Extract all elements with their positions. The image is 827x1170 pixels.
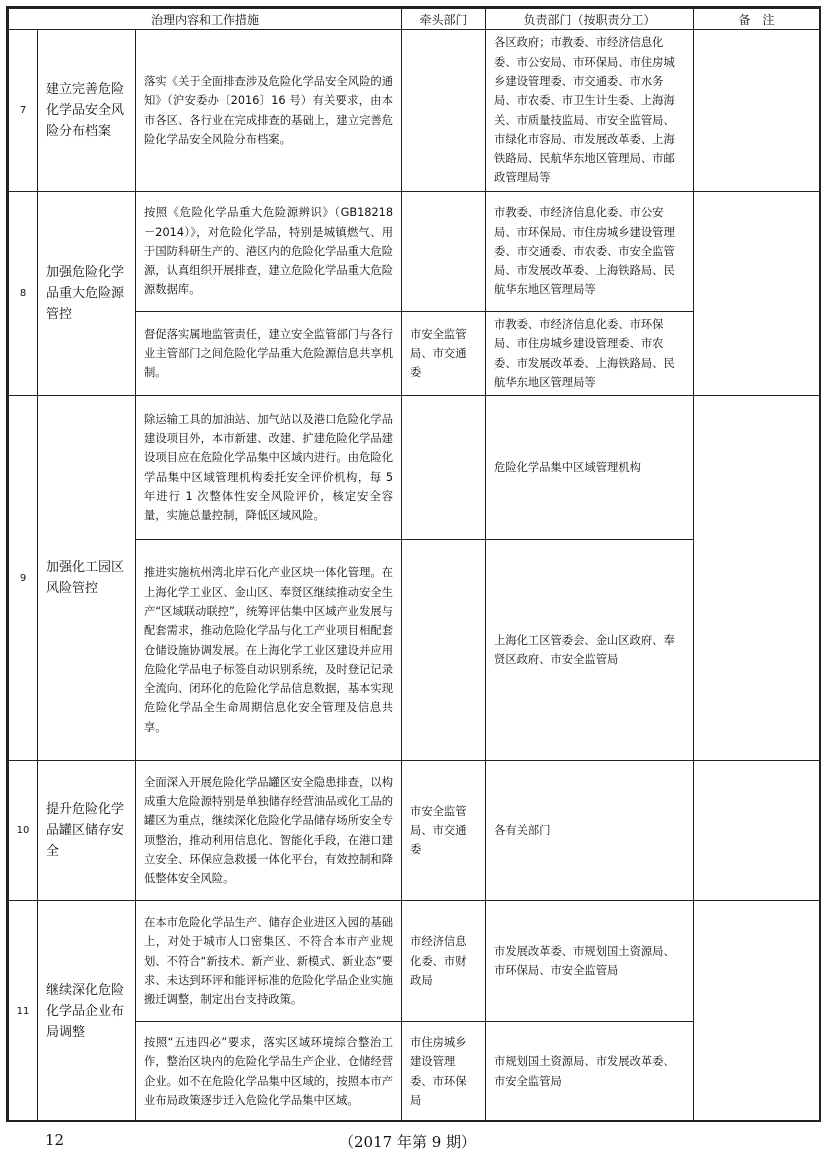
row-number: 8: [9, 192, 38, 396]
responsible-department-cell: 各区政府；市教委、市经济信息化委、市公安局、市环保局、市住房城乡建设管理委、市交通委、市水务局、市农委、市卫生计生委、上海海关、市质量技监局、市安全监管局、市绿化市容局、市发展改革委、上海铁路局、民航华东地区管理局、市邮政管理局等: [486, 30, 694, 192]
responsible-department-cell: 市发展改革委、市规划国土资源局、市环保局、市安全监管局: [486, 901, 694, 1022]
lead-department-cell: [402, 192, 486, 312]
header-responsible-department: 负责部门（按职责分工）: [486, 9, 694, 30]
note-cell: [694, 761, 820, 901]
issue-label: （2017 年第 9 期）: [339, 1133, 477, 1151]
page-number: 12: [45, 1131, 65, 1149]
row-number: 11: [9, 901, 38, 1122]
lead-department-cell: [402, 540, 486, 761]
measure-cell: 按照《危险化学品重大危险源辨识》（GB18218－2014）》，对危险化学品，特别是城镇燃气、用于国防科研生产的、港区内的危险化学品重大危险源，认真组织开展排查，建立危险化学品重大危险源数据库。: [136, 192, 402, 312]
row-title: 加强化工园区风险管控: [38, 396, 136, 761]
note-cell: [694, 901, 820, 1122]
lead-department-cell: 市住房城乡建设管理委、市环保局: [402, 1022, 486, 1122]
lead-department-cell: 市安全监管局、市交通委: [402, 312, 486, 396]
measure-cell: 在本市危险化学品生产、储存企业进区入园的基础上，对处于城市人口密集区、不符合本市产业规划、不符合“新技术、新产业、新模式、新业态”要求、未达到环评和能评标准的危险化学品企业实施搬迁调整，制定出台支持政策。: [136, 901, 402, 1022]
measure-cell: 按照“五违四必”要求，落实区域环境综合整治工作，整治区块内的危险化学品生产企业、仓储经营企业。如不在危险化学品集中区域的，按照本市产业布局政策逐步迁入危险化学品集中区域。: [136, 1022, 402, 1122]
note-cell: [694, 396, 820, 761]
measure-cell: 除运输工具的加油站、加气站以及港口危险化学品建设项目外，本市新建、改建、扩建危险化学品建设项目应在危险化学品集中区域内进行。由危险化学品集中区域管理机构委托安全评价机构，每 5 年进行 1 次整体性安全风险评价，核定安全容量，实施总量控制，降低区域风险。: [136, 396, 402, 540]
row-number: 10: [9, 761, 38, 901]
header-measures: 治理内容和工作措施: [9, 9, 402, 30]
row-number: 9: [9, 396, 38, 761]
row-number: 7: [9, 30, 38, 192]
table-row: [9, 396, 820, 540]
lead-department-cell: [402, 30, 486, 192]
responsible-department-cell: 危险化学品集中区域管理机构: [486, 396, 694, 540]
lead-department-cell: 市经济信息化委、市财政局: [402, 901, 486, 1022]
table-row: [9, 901, 820, 1022]
lead-department-cell: 市安全监管局、市交通委: [402, 761, 486, 901]
responsible-department-cell: 各有关部门: [486, 761, 694, 901]
responsible-department-cell: 市教委、市经济信息化委、市公安局、市环保局、市住房城乡建设管理委、市交通委、市农委、市安全监管局、市发展改革委、上海铁路局、民航华东地区管理局等: [486, 192, 694, 312]
header-note: 备 注: [694, 9, 820, 30]
note-cell: [694, 30, 820, 192]
governance-table: [8, 8, 820, 1122]
lead-department-cell: [402, 396, 486, 540]
table-row: [9, 192, 820, 312]
table-row: [9, 761, 820, 901]
row-title: 提升危险化学品罐区储存安全: [38, 761, 136, 901]
table-header-row: [9, 9, 820, 30]
measure-cell: 督促落实属地监管责任，建立安全监管部门与各行业主管部门之间危险化学品重大危险源信息共享机制。: [136, 312, 402, 396]
measure-cell: 全面深入开展危险化学品罐区安全隐患排查，以构成重大危险源特别是单独储存经营油品或化工品的罐区为重点，继续深化危险化学品储存场所安全专项整治，推动利用信息化、智能化手段，在港口建立安全、环保应急救援一体化平台，有效控制和降低整体安全风险。: [136, 761, 402, 901]
measure-cell: 落实《关于全面排查涉及危险化学品安全风险的通知》（沪安委办〔2016〕16 号）有关要求，由本市各区、各行业在完成排查的基础上，建立完善危险化学品安全风险分布档案。: [136, 30, 402, 192]
note-cell: [694, 192, 820, 396]
responsible-department-cell: 市教委、市经济信息化委、市环保局、市住房城乡建设管理委、市农委、市发展改革委、上海铁路局、民航华东地区管理局等: [486, 312, 694, 396]
row-title: 继续深化危险化学品企业布局调整: [38, 901, 136, 1122]
measure-cell: 推进实施杭州湾北岸石化产业区块一体化管理。在上海化学工业区、金山区、奉贤区继续推动安全生产“区域联动联控”，统筹评估集中区域产业发展与配套需求，推动危险化学品与化工产业项目相配套仓储设施协调发展。在上海化学工业区建设并应用危险化学品电子标签自动识别系统，及时登记记录全流向、闭环化的危险化学品信息数据，基本实现危险化学品全生命周期信息化安全管理及信息共享。: [136, 540, 402, 761]
table-row: [9, 30, 820, 192]
responsible-department-cell: 市规划国土资源局、市发展改革委、市安全监管局: [486, 1022, 694, 1122]
row-title: 加强危险化学品重大危险源管控: [38, 192, 136, 396]
header-lead-department: 牵头部门: [402, 9, 486, 30]
row-title: 建立完善危险化学品安全风险分布档案: [38, 30, 136, 192]
responsible-department-cell: 上海化工区管委会、金山区政府、奉贤区政府、市安全监管局: [486, 540, 694, 761]
